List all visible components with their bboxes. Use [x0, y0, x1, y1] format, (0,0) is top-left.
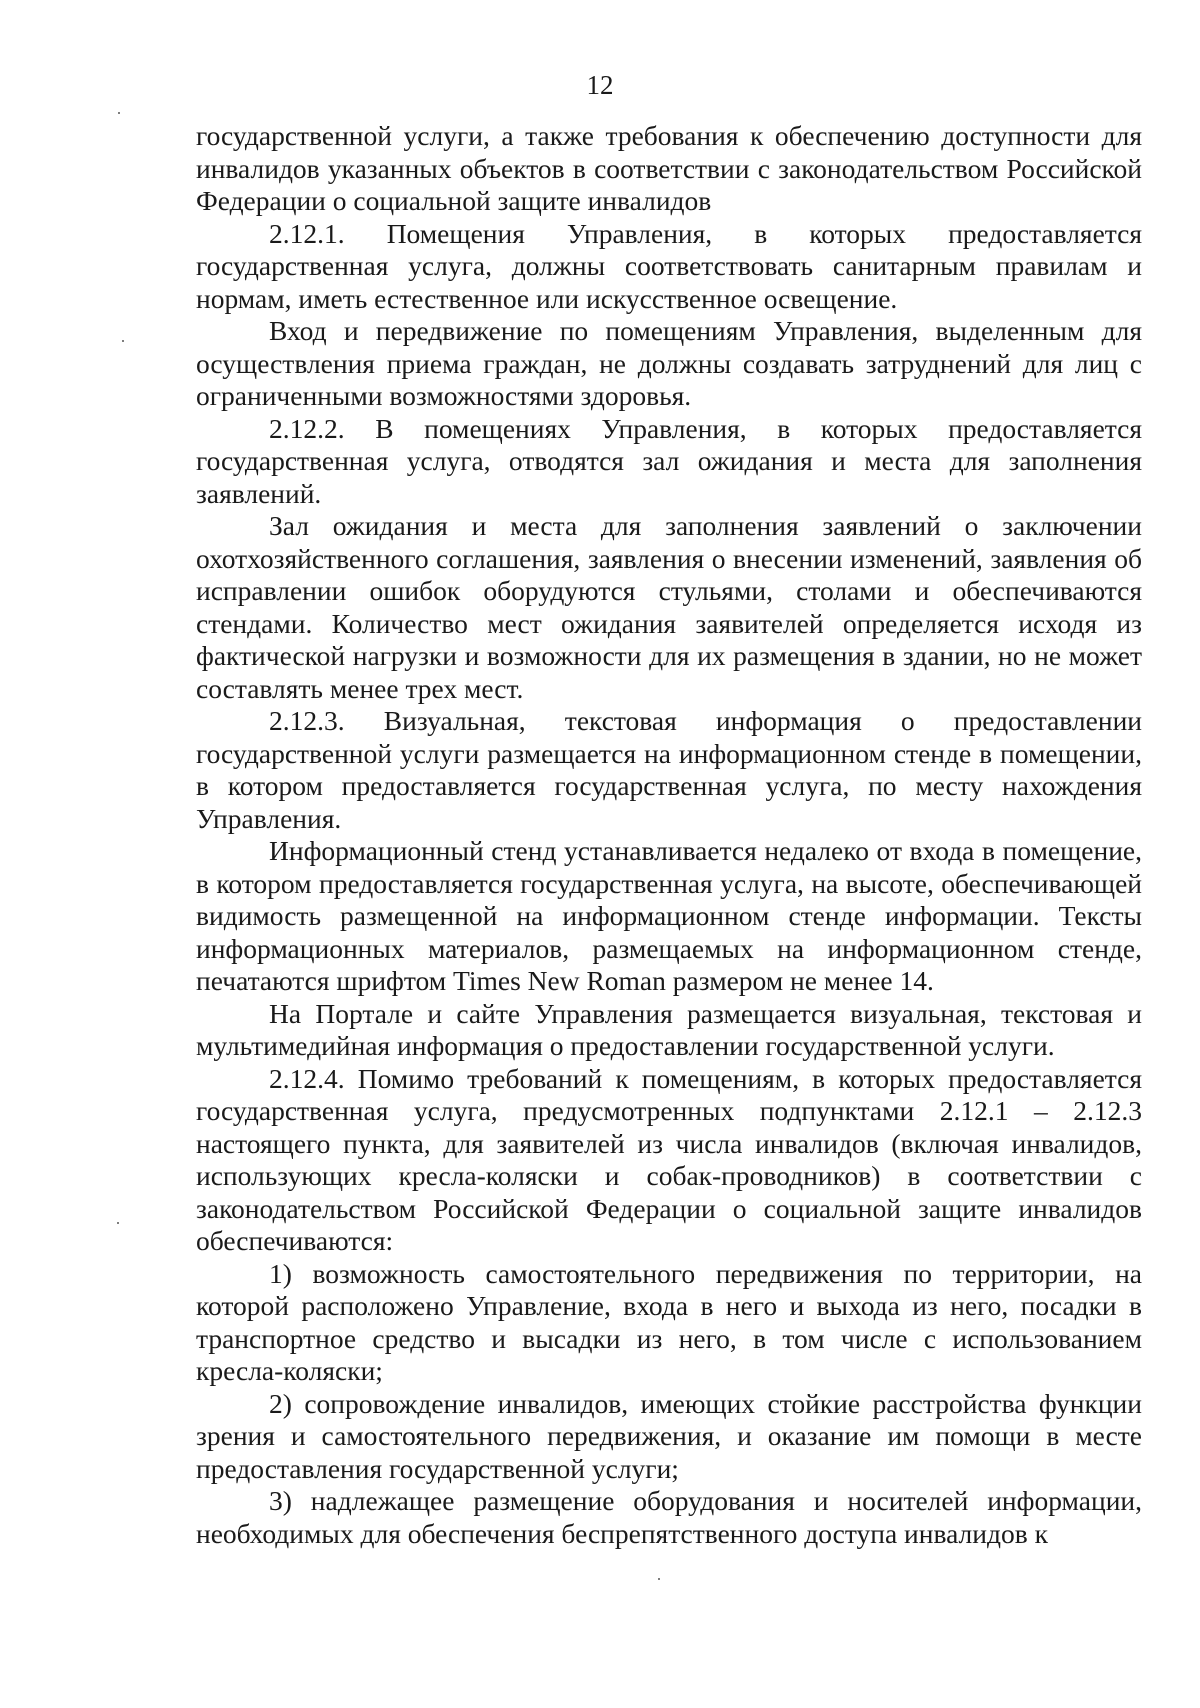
document-body [196, 120, 1142, 1550]
paragraph-2-12-2: 2.12.2. В помещениях Управления, в которых предоставляется государственная услуга, отводятся зал ожидания и места для заполнения заявлений. [196, 412, 1142, 509]
page-number: 12 [586, 70, 614, 100]
margin-mark [122, 340, 124, 342]
list-item-1: 1) возможность самостоятельного передвижения по территории, на которой расположено Управление, входа в него и выхода из него, посадки в транспортное средство и высадки из него, в том числе с использованием кресла-коляски; [196, 1257, 1142, 1386]
paragraph-2-12-1: 2.12.1. Помещения Управления, в которых предоставляется государственная услуга, должны соответствовать санитарным правилам и нормам, иметь естественное или искусственное освещение. [196, 217, 1142, 314]
list-item-2: 2) сопровождение инвалидов, имеющих стойкие расстройства функции зрения и самостоятельного передвижения, и оказание им помощи в месте предоставления государственной услуги; [196, 1387, 1142, 1484]
paragraph-waiting-hall: Зал ожидания и места для заполнения заявлений о заключении охотхозяйственного соглашения, заявления о внесении изменений, заявления об исправлении ошибок оборудуются стульями, столами и обеспечиваются стендами. Количество мест ожидания заявителей определяется исходя из фактической нагрузки и возможности для их размещения в здании, но не может составлять менее трех мест. [196, 510, 1142, 704]
paragraph-entrance: Вход и передвижение по помещениям Управления, выделенным для осуществления приема граждан, не должны создавать затруднений для лиц с ограниченными возможностями здоровья. [196, 315, 1142, 411]
paragraph-2-12-4: 2.12.4. Помимо требований к помещениям, в которых предоставляется государственная услуга, предусмотренных подпунктами 2.12.1 – 2.12.3 настоящего пункта, для заявителей из числа инвалидов (включая инвалидов, использующих кресла-коляски и собак-проводников) в соответствии с законодательством Российской Федерации о социальной защите инвалидов обеспечиваются: [196, 1062, 1142, 1256]
margin-mark [118, 112, 120, 114]
list-item-3: 3) надлежащее размещение оборудования и носителей информации, необходимых для обеспечения беспрепятственного доступа инвалидов к [196, 1485, 1142, 1549]
paragraph-continuation: государственной услуги, а также требования к обеспечению доступности для инвалидов указанных объектов в соответствии с законодательством Российской Федерации о социальной защите инвалидов [196, 120, 1142, 216]
paragraph-portal: На Портале и сайте Управления размещается визуальная, текстовая и мультимедийная информация о предоставлении государственной услуги. [196, 997, 1142, 1061]
margin-mark [117, 1222, 119, 1224]
margin-mark [658, 1578, 660, 1580]
paragraph-2-12-3: 2.12.3. Визуальная, текстовая информация о предоставлении государственной услуги размещается на информационном стенде в помещении, в котором предоставляется государственная услуга, по месту нахождения Управления. [196, 705, 1142, 834]
paragraph-info-stand: Информационный стенд устанавливается недалеко от входа в помещение, в котором предоставляется государственная услуга, на высоте, обеспечивающей видимость размещенной на информационном стенде информации. Тексты информационных материалов, размещаемых на информационном стенде, печатаются шрифтом Times New Roman размером не менее 14. [196, 835, 1142, 996]
